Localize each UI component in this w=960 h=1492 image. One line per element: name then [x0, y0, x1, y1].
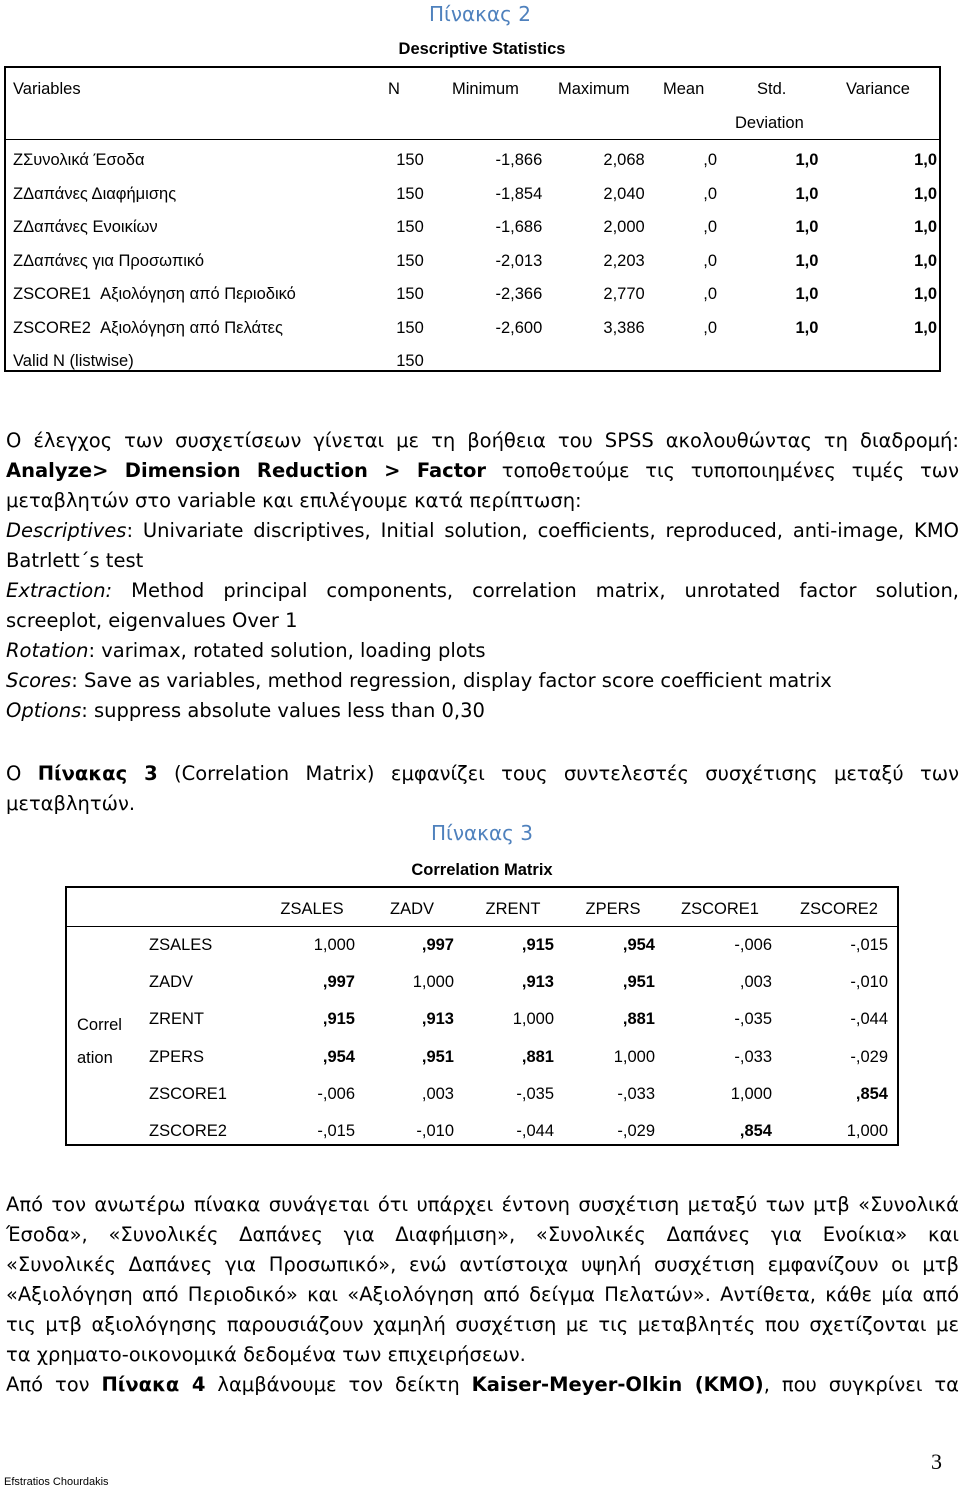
table-cell: 2,068 — [603, 151, 645, 170]
row-label: ZSCORE1 Αξιολόγηση από Περιοδικό — [13, 285, 296, 304]
table-cell: -,029 — [617, 1122, 655, 1140]
table-cell: -,035 — [516, 1084, 554, 1103]
conclusion-line4: «Αξιολόγηση από Περιοδικό» και «Αξιολόγηση από δείγμα Πελατών». Αντίθετα, κάθε μία από — [6, 1283, 959, 1306]
options-text: : suppress absolute values less than 0,30 — [81, 699, 485, 722]
column-header: ZPERS — [585, 900, 641, 918]
conclusion-line5: τις μτβ αξιολόγησης παρουσιάζουν χαμηλή συσχέτιση με τις μεταβλητές που σχετίζονται με — [6, 1313, 959, 1336]
table3-heading: Πίνακας 3 — [431, 821, 533, 845]
table-cell: 1,0 — [914, 151, 937, 170]
kmo-mid: λαμβάνουμε τον δείκτη — [205, 1373, 472, 1396]
table-cell: ,854 — [855, 1084, 888, 1103]
table-cell: 1,0 — [914, 251, 937, 270]
table-cell — [647, 345, 719, 379]
intro-line2: μεταβλητών. — [6, 792, 136, 815]
header-mean: Mean — [663, 80, 705, 98]
correlation-matrix-table — [65, 886, 899, 1146]
table-cell: 1,000 — [412, 973, 454, 992]
table-cell: 150 — [396, 184, 424, 203]
instructions-line2: τοποθετούμε τις τυποποιημένες τιμές των — [486, 459, 960, 482]
table-row — [6, 211, 939, 245]
table-cell: 1,0 — [914, 318, 937, 337]
descriptive-statistics-table — [4, 66, 941, 372]
table-cell: 150 — [396, 352, 424, 371]
table-cell: 1,0 — [914, 285, 937, 304]
row-label: ZRENT — [149, 1010, 204, 1029]
row-label: ΖΣυνολικά Έσοδα — [13, 151, 145, 170]
table-cell: 1,000 — [730, 1084, 772, 1103]
header-std: Std. — [757, 80, 787, 98]
intro-pre: Ο — [6, 762, 38, 785]
table-cell: ,0 — [703, 151, 718, 170]
table-cell: -,044 — [850, 1010, 888, 1029]
table-cell: 1,0 — [914, 184, 937, 203]
options-label: Options — [6, 699, 82, 722]
table-cell: 1,000 — [613, 1047, 655, 1066]
table-cell: 150 — [396, 251, 424, 270]
instructions-line1: Ο έλεγχος των συσχετίσεων γίνεται με τη βοήθεια του SPSS ακολουθώντας τη διαδρομή: — [6, 429, 959, 452]
table-cell — [544, 345, 646, 379]
kmo-pre: Από τον — [6, 1373, 102, 1396]
header-divider — [6, 139, 939, 140]
table-cell: -,015 — [850, 936, 888, 954]
correlation-side-label-2: ation — [77, 1049, 113, 1067]
rotation-text: : varimax, rotated solution, loading plots — [88, 639, 486, 662]
table-cell: ,997 — [322, 973, 355, 992]
table-cell: -,006 — [734, 936, 772, 954]
footer-author: Efstratios Chourdakis — [4, 1476, 109, 1488]
column-header: ZRENT — [485, 900, 541, 918]
row-label: ΖΔαπάνες για Προσωπικό — [13, 251, 205, 270]
scores-text: : Save as variables, method regression, display factor score coefficient matrix — [71, 669, 832, 692]
table-row — [6, 178, 939, 212]
table-cell: -2,366 — [495, 285, 543, 304]
table-cell: ,0 — [703, 251, 718, 270]
table-cell: 2,040 — [603, 184, 645, 203]
table-cell: ,954 — [322, 1047, 355, 1066]
kmo-name: Kaiser-Meyer-Olkin (KMO) — [471, 1373, 764, 1396]
conclusion-line2: Έσοδα», «Συνολικές Δαπάνες για Διαφήμιση», «Συνολικές Δαπάνες για Ενοίκια» και — [6, 1223, 959, 1246]
header-deviation: Deviation — [735, 114, 804, 132]
row-label: ZADV — [149, 973, 194, 992]
table-cell: 1,0 — [914, 218, 937, 237]
header-divider — [67, 926, 897, 927]
column-header: ZSCORE2 — [800, 900, 878, 918]
table-cell: ,913 — [421, 1010, 454, 1029]
table-cell: ,951 — [622, 973, 655, 992]
header-maximum: Maximum — [558, 80, 630, 98]
rotation-label: Rotation — [6, 639, 89, 662]
table-cell: -,010 — [416, 1122, 454, 1140]
table-cell: ,913 — [521, 973, 554, 992]
conclusion-line6: τα χρηματο-οικονομικά δεδομένα των επιχειρήσεων. — [6, 1343, 526, 1366]
descriptives-text: : Univariate discriptives, Initial solution, coefficients, reproduced, anti-image, KMO — [126, 519, 959, 542]
table-row — [6, 345, 939, 379]
table3-caption: Correlation Matrix — [411, 861, 553, 879]
table-cell: 2,203 — [603, 251, 645, 270]
row-label: ZSCORE1 — [149, 1084, 227, 1103]
table-row — [6, 144, 939, 178]
table-cell: ,003 — [421, 1084, 454, 1103]
table-cell: 1,000 — [313, 936, 355, 954]
table-cell: ,915 — [521, 936, 554, 954]
row-label: ΖΔαπάνες Ενοικίων — [13, 218, 158, 237]
table2-heading: Πίνακας 2 — [429, 2, 531, 26]
table-cell: -,033 — [734, 1047, 772, 1066]
table2-caption: Descriptive Statistics — [398, 40, 566, 58]
header-minimum: Minimum — [452, 80, 519, 98]
intro-post: (Correlation Matrix) εμφανίζει τους συντελεστές συσχέτισης μεταξύ των — [157, 762, 959, 785]
table-cell: -,010 — [850, 973, 888, 992]
instructions-line3: μεταβλητών στο variable και επιλέγουμε κατά περίπτωση: — [6, 489, 582, 512]
table-cell: 1,000 — [512, 1010, 554, 1029]
table-cell: ,881 — [521, 1047, 554, 1066]
table-cell: 1,0 — [795, 218, 819, 237]
correlation-side-label-1: Correl — [77, 1016, 122, 1034]
kmo-post: , που συγκρίνει τα — [763, 1373, 959, 1396]
table-cell — [719, 345, 820, 379]
row-label: ΖΔαπάνες Διαφήμισης — [13, 184, 177, 203]
header-variables: Variables — [13, 80, 81, 98]
extraction-text2: screeplot, eigenvalues Over 1 — [6, 609, 298, 632]
table-cell: 150 — [396, 218, 424, 237]
table-cell: -2,013 — [495, 251, 543, 270]
conclusion-text — [6, 1190, 959, 1400]
table-row — [6, 245, 939, 279]
table-cell: -1,866 — [495, 151, 543, 170]
table-cell: 1,0 — [795, 318, 819, 337]
intro-table-ref: Πίνακας 3 — [37, 762, 158, 785]
row-label: ZSCORE2 — [149, 1122, 227, 1140]
table-cell: -,006 — [317, 1084, 355, 1103]
table-cell: 1,000 — [846, 1122, 888, 1140]
table-cell — [426, 345, 545, 379]
table-cell: ,0 — [703, 285, 718, 304]
table-cell: -,035 — [734, 1010, 772, 1029]
extraction-text: Method principal components, correlation matrix, unrotated factor solution, — [112, 579, 959, 602]
table3-intro — [6, 759, 959, 819]
table-cell: ,003 — [739, 973, 772, 992]
header-n: N — [388, 80, 400, 98]
table-cell: 1,0 — [795, 285, 819, 304]
row-label: ZSCORE2 Αξιολόγηση από Πελάτες — [13, 318, 283, 337]
table-cell: 2,000 — [603, 218, 645, 237]
table-cell: ,997 — [421, 936, 454, 954]
table-cell: 2,770 — [603, 285, 645, 304]
table-cell: ,881 — [622, 1010, 655, 1029]
table-cell: -,029 — [850, 1047, 888, 1066]
table-cell: -,044 — [516, 1122, 554, 1140]
table-cell: ,0 — [703, 218, 718, 237]
table-cell: 3,386 — [603, 318, 645, 337]
table-cell: 1,0 — [795, 251, 819, 270]
header-variance: Variance — [846, 80, 910, 98]
descriptives-label: Descriptives — [6, 519, 127, 542]
table-cell: 150 — [396, 151, 424, 170]
table-cell: ,954 — [622, 936, 655, 954]
scores-label: Scores — [6, 669, 72, 692]
row-label: ZSALES — [149, 936, 213, 954]
table-row — [6, 312, 939, 346]
descriptives-text2: Batrlett΄s test — [6, 549, 144, 572]
conclusion-line1: Από τον ανωτέρω πίνακα συνάγεται ότι υπάρχει έντονη συσχέτιση μεταξύ των μτβ «Συνολικά — [6, 1193, 959, 1216]
table-cell — [820, 345, 939, 379]
extraction-label: Extraction: — [6, 579, 113, 602]
table-cell: -1,854 — [495, 184, 543, 203]
table-cell: ,0 — [703, 318, 718, 337]
table-cell: ,951 — [421, 1047, 454, 1066]
kmo-table-ref: Πίνακα 4 — [101, 1373, 206, 1396]
conclusion-line3: «Συνολικές Δαπάνες για Προσωπικό», ενώ αντίστοιχα υψηλή συσχέτιση εμφανίζουν οι μτβ — [6, 1253, 959, 1276]
table-cell: 1,0 — [795, 151, 819, 170]
table-row — [6, 278, 939, 312]
page-number: 3 — [931, 1449, 942, 1474]
table-cell: 150 — [396, 318, 424, 337]
table-cell: -2,600 — [495, 318, 543, 337]
analyze-path: Analyze> Dimension Reduction > Factor — [6, 459, 487, 482]
table-cell: -1,686 — [495, 218, 543, 237]
row-label: ZPERS — [149, 1047, 205, 1066]
column-header: ZSALES — [280, 900, 344, 918]
table-cell: ,854 — [739, 1122, 772, 1140]
table-cell: 1,0 — [795, 184, 819, 203]
table2-body — [6, 144, 939, 379]
column-header: ZADV — [389, 900, 434, 918]
table-cell: ,915 — [322, 1010, 355, 1029]
table-cell: -,033 — [617, 1084, 655, 1103]
spss-instructions — [6, 426, 959, 726]
column-header: ZSCORE1 — [681, 900, 759, 918]
row-label: Valid N (listwise) — [13, 352, 134, 371]
table-cell: 150 — [396, 285, 424, 304]
table-cell: -,015 — [317, 1122, 355, 1140]
table-cell: ,0 — [703, 184, 718, 203]
